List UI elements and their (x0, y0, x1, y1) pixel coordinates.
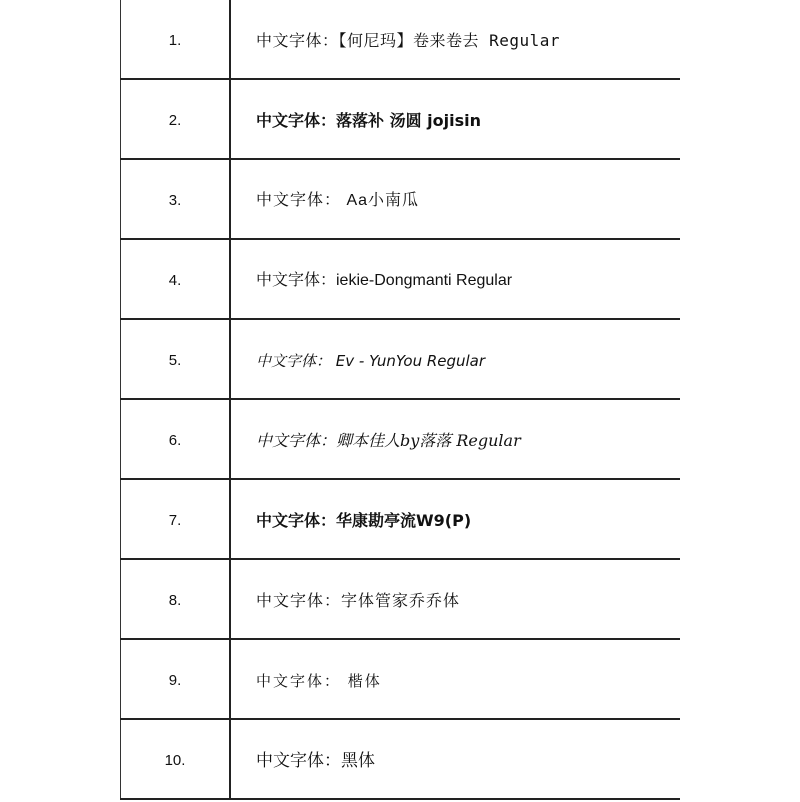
row-number: 10. (164, 752, 186, 769)
table-row (120, 0, 680, 80)
table-row (120, 80, 680, 160)
row-number: 1. (168, 32, 182, 49)
font-sample: 中文字体：【何尼玛】卷来卷去 Regular (256, 31, 561, 50)
row-number: 2. (168, 112, 182, 129)
row-number: 3. (168, 192, 182, 209)
font-sample: 中文字体：华康勘亭流W9(P) (256, 511, 472, 530)
table-row (120, 480, 680, 560)
font-sample: 中文字体：黑体 (256, 751, 375, 771)
table-row (120, 400, 680, 480)
row-number: 8. (168, 592, 182, 609)
font-sample: 中文字体：字体管家乔乔体 (256, 591, 461, 610)
table-row (120, 320, 680, 400)
row-number: 7. (168, 512, 182, 529)
row-number: 6. (168, 432, 182, 449)
font-sample: 中文字体： Ev - YunYou Regular (256, 352, 486, 370)
font-sample: 中文字体：卿本佳人by落落 Regular (256, 431, 521, 450)
font-list-table (120, 0, 680, 800)
row-number: 5. (168, 352, 182, 369)
table-row (120, 240, 680, 320)
font-sample: 中文字体：iekie-Dongmanti Regular (256, 272, 513, 289)
table-row (120, 720, 680, 800)
font-sample: 中文字体：落落补 汤圆 jojisin (256, 111, 481, 130)
row-number: 9. (168, 672, 182, 689)
table-row (120, 160, 680, 240)
row-number: 4. (168, 272, 182, 289)
table-row (120, 640, 680, 720)
font-sample: 中文字体： Aa小南瓜 (256, 192, 420, 209)
table-row (120, 560, 680, 640)
font-sample: 中文字体： 楷体 (256, 672, 382, 690)
